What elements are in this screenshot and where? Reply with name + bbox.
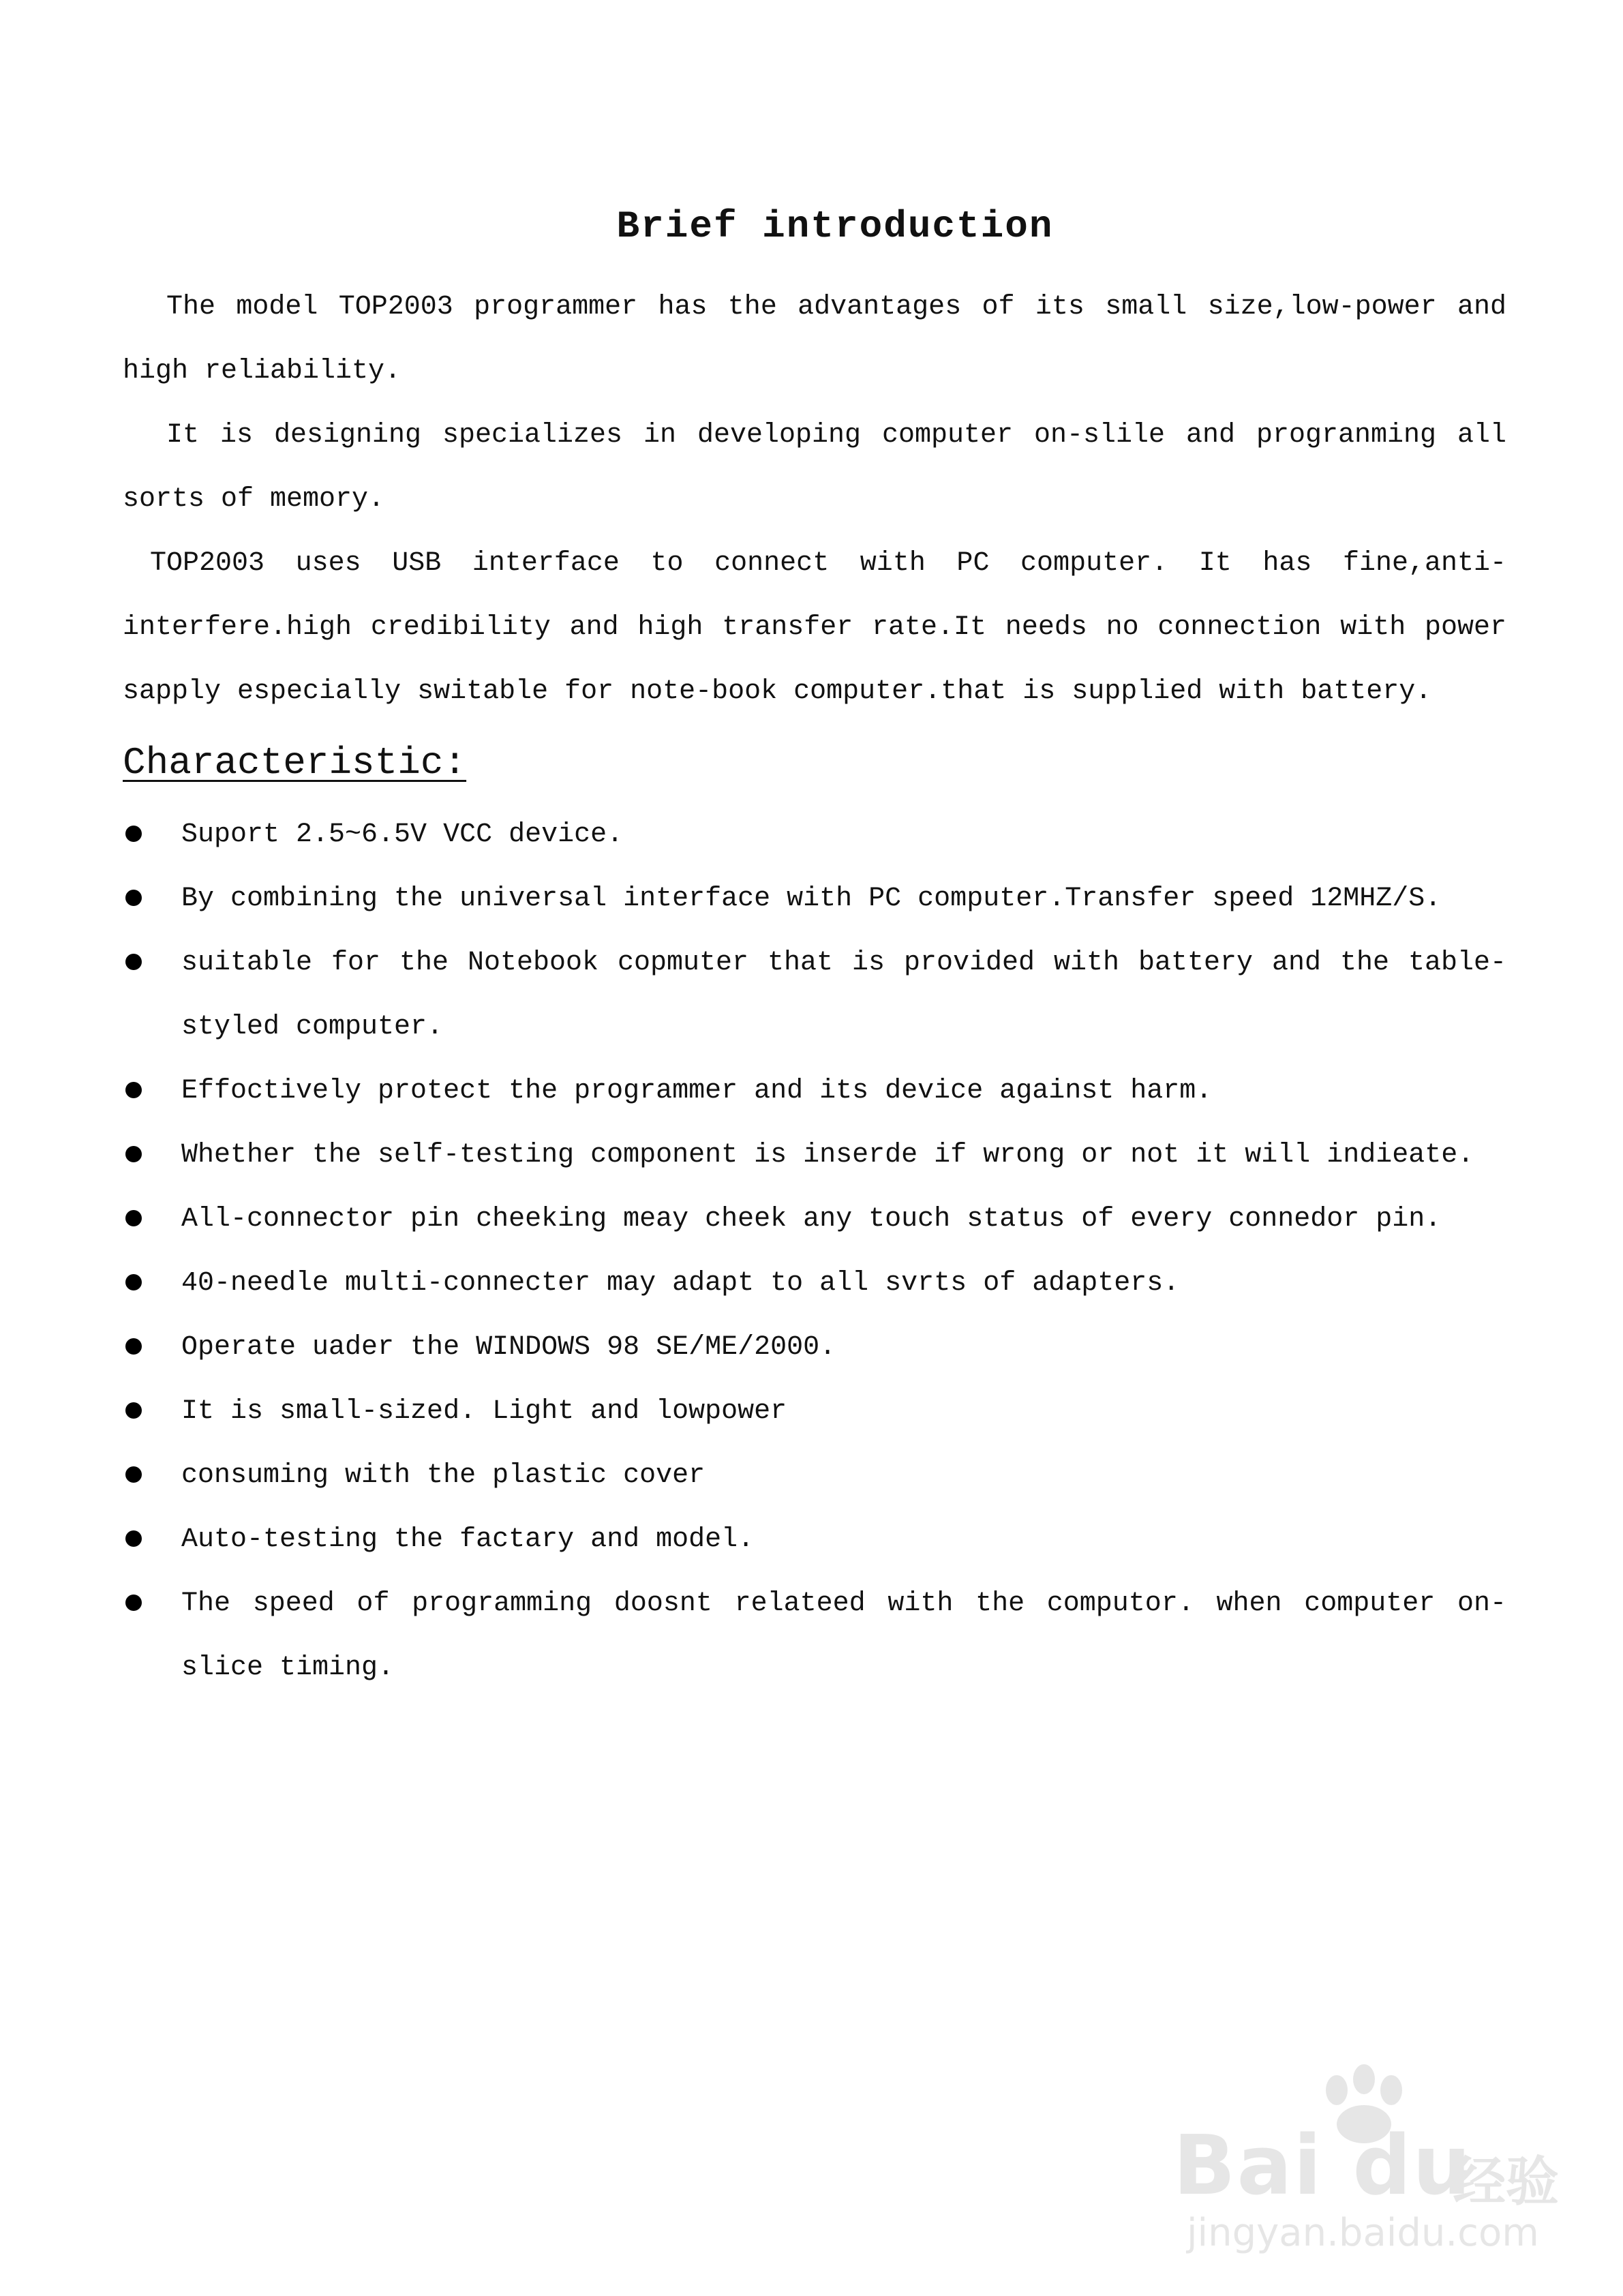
intro-paragraph-3: TOP2003 uses USB interface to connect with PC computer. It has fine,anti-interfere.high credibility and high transfer rate.It needs no connection with power sapply especially switable for note-book computer.that is supplied with battery. xyxy=(123,548,1506,707)
bullet-icon xyxy=(125,1146,142,1162)
list-item xyxy=(123,1188,1506,1252)
list-item-text: Suport 2.5~6.5V VCC device. xyxy=(181,819,624,850)
list-item-text: Whether the self-testing component is inserde if wrong or not it will indieate. xyxy=(181,1140,1474,1170)
watermark-logo-text: Bai du xyxy=(1173,2119,1472,2214)
bullet-icon xyxy=(125,1082,142,1098)
bullet-icon xyxy=(125,1466,142,1483)
list-item-text: 40-needle multi-connecter may adapt to all svrts of adapters. xyxy=(181,1268,1180,1299)
bullet-icon xyxy=(125,1530,142,1547)
list-item xyxy=(123,1059,1506,1123)
list-item xyxy=(123,1380,1506,1444)
section-heading: Characteristic: xyxy=(123,741,467,785)
list-item xyxy=(123,1508,1506,1572)
list-item xyxy=(123,1123,1506,1188)
list-item xyxy=(123,1252,1506,1316)
watermark-url: jingyan.baidu.com xyxy=(1187,2211,1539,2255)
document-title: Brief introduction xyxy=(616,205,1054,248)
intro-paragraph-1: The model TOP2003 programmer has the advantages of its small size,low-power and high reliability. xyxy=(123,292,1506,387)
characteristics-list xyxy=(123,803,1506,1700)
document-page xyxy=(123,205,1506,1700)
list-item-text: The speed of programming doosnt relateed with the computor. when computer on-slice timing. xyxy=(181,1588,1506,1683)
bullet-icon xyxy=(125,1274,142,1290)
list-item xyxy=(123,867,1506,931)
bullet-icon xyxy=(125,890,142,906)
intro-paragraph-2: It is designing specializes in developing computer on-slile and progranming all sorts of memory. xyxy=(123,420,1506,515)
list-item-text: All-connector pin cheeking meay cheek any touch status of every connedor pin. xyxy=(181,1204,1442,1235)
bullet-icon xyxy=(125,1595,142,1611)
list-item xyxy=(123,1572,1506,1700)
list-item xyxy=(123,1444,1506,1508)
watermark-jingyan-text: 经验 xyxy=(1453,2151,1560,2213)
list-item-text: It is small-sized. Light and lowpower xyxy=(181,1396,787,1427)
list-item-text: Effoctively protect the programmer and its device against harm. xyxy=(181,1076,1213,1106)
bullet-icon xyxy=(125,1402,142,1419)
list-item xyxy=(123,803,1506,867)
list-item-text: By combining the universal interface with PC computer.Transfer speed 12MHZ/S. xyxy=(181,883,1442,914)
list-item-text: consuming with the plastic cover xyxy=(181,1460,706,1491)
bullet-icon xyxy=(125,954,142,970)
list-item xyxy=(123,1316,1506,1380)
baidu-jingyan-watermark xyxy=(1166,2064,1562,2262)
list-item-text: Operate uader the WINDOWS 98 SE/ME/2000. xyxy=(181,1332,836,1363)
bullet-icon xyxy=(125,826,142,842)
bullet-icon xyxy=(125,1338,142,1355)
list-item-text: Auto-testing the factary and model. xyxy=(181,1524,755,1555)
list-item-text: suitable for the Notebook copmuter that is provided with battery and the table-styled computer. xyxy=(181,948,1506,1042)
bullet-icon xyxy=(125,1210,142,1226)
list-item xyxy=(123,931,1506,1059)
